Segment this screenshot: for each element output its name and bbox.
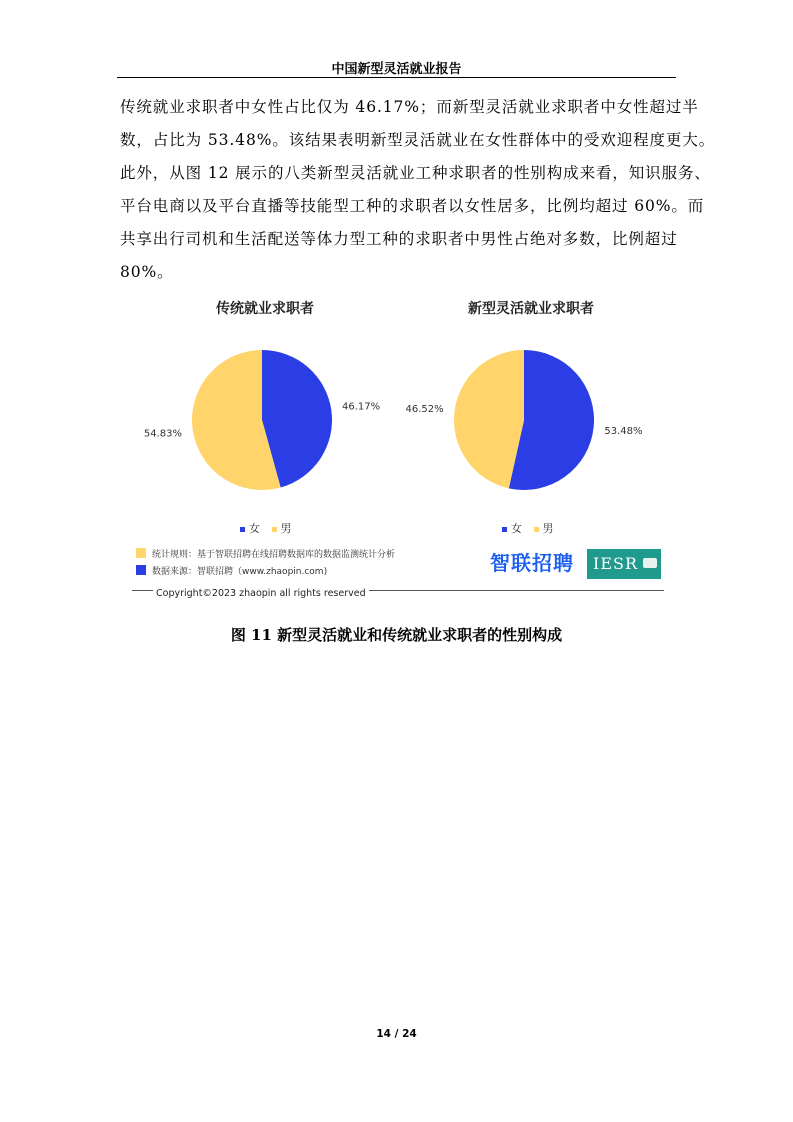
legend-male-label: 男 (542, 522, 554, 535)
body-line: 平台电商以及平台直播等技能型工种的求职者以女性居多，比例均超过 60%。而 (120, 197, 705, 215)
note-source (136, 565, 395, 582)
figure-pie-charts (132, 290, 664, 590)
chart-legend-traditional (240, 520, 300, 536)
chart-title-traditional: 传统就业求职者 (216, 301, 314, 317)
legend-item-female (502, 522, 522, 535)
pie-data-label: 46.17% (342, 401, 381, 413)
chart-legend-flexible (502, 520, 562, 536)
note-rule-swatch (136, 548, 146, 558)
note-source-text: 数据来源：智联招聘（www.zhaopin.com) (152, 567, 328, 577)
copyright-text: Copyright©2023 zhaopin all rights reserved (153, 588, 369, 599)
body-line: 共享出行司机和生活配送等体力型工种的求职者中男性占绝对多数，比例超过 (120, 230, 678, 248)
legend-female-label: 女 (249, 522, 260, 535)
legend-item-male (272, 522, 292, 535)
legend-male-label: 男 (280, 522, 292, 535)
legend-item-male (534, 522, 554, 535)
legend-male-swatch (534, 527, 539, 532)
page-header-title: 中国新型灵活就业报告 (331, 62, 462, 77)
legend-female-swatch (502, 527, 507, 532)
iesr-logo (587, 549, 661, 579)
body-line: 数，占比为 53.48%。该结果表明新型灵活就业在女性群体中的受欢迎程度更大。 (120, 131, 716, 149)
pie-data-label: 46.52% (405, 404, 444, 416)
figure-notes (136, 548, 395, 582)
zhilian-logo: 智联招聘 (490, 551, 574, 575)
body-line: 80%。 (120, 263, 174, 281)
body-line: 此外，从图 12 展示的八类新型灵活就业工种求职者的性别构成来看，知识服务、 (120, 164, 711, 182)
figure-caption: 图 11 新型灵活就业和传统就业求职者的性别构成 (230, 626, 563, 644)
pie-data-label: 54.83% (143, 428, 182, 440)
iesr-logo-mark (643, 558, 657, 568)
legend-item-female (240, 522, 260, 535)
legend-male-swatch (272, 527, 277, 532)
legend-female-swatch (240, 527, 245, 532)
chart-title-flexible: 新型灵活就业求职者 (468, 301, 594, 317)
page-number: 14 / 24 (376, 1028, 417, 1040)
legend-female-label: 女 (511, 522, 522, 535)
note-rule (136, 548, 395, 565)
body-line: 传统就业求职者中女性占比仅为 46.17%；而新型灵活就业求职者中女性超过半 (120, 98, 699, 116)
note-source-swatch (136, 565, 146, 575)
pie-charts-svg (132, 290, 664, 540)
body-text (120, 91, 716, 289)
pie-data-label: 53.48% (604, 425, 643, 437)
iesr-logo-text: IESR (593, 554, 639, 573)
note-rule-text: 统计规则：基于智联招聘在线招聘数据库的数据监测统计分析 (152, 550, 396, 560)
header-rule (117, 77, 676, 78)
